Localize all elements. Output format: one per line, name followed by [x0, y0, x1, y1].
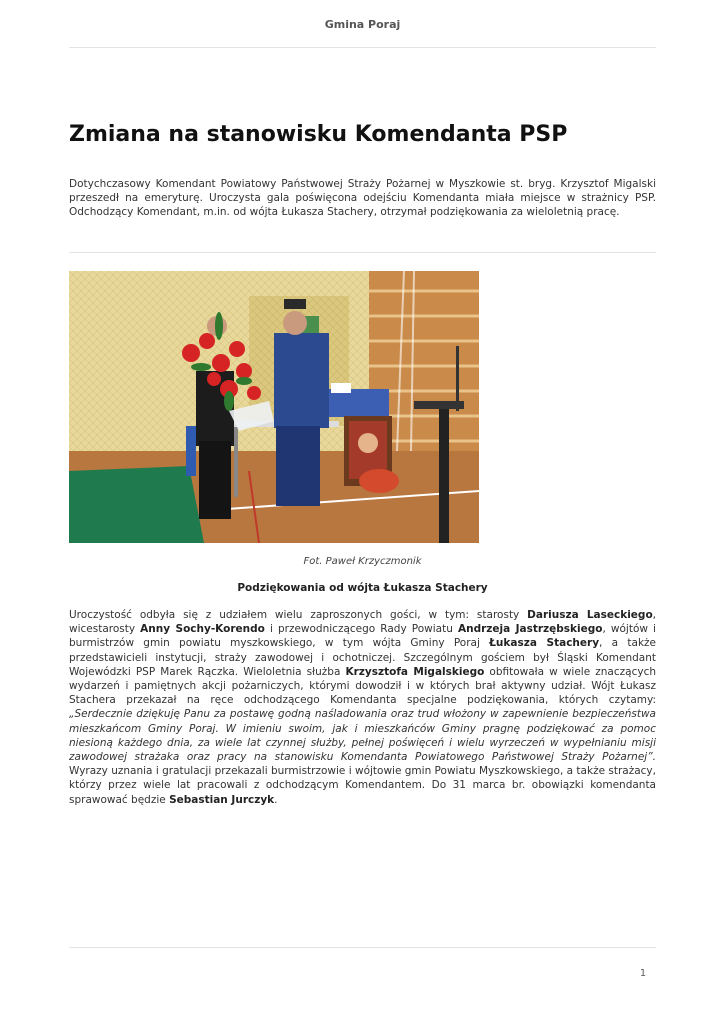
- section-heading: Podziękowania od wójta Łukasza Stachery: [237, 582, 488, 594]
- body-text: .: [274, 793, 278, 806]
- page-number: 1: [639, 968, 646, 979]
- body-text: , a także przedstawicieli instytucji, straży zawodowej i ochotniczej. Szczególnym gościem był Śląski Komendant Wojewódzki PSP Marek Rączka. Wieloletnia służba: [69, 637, 656, 678]
- article-photo: [69, 271, 479, 543]
- person-name: Andrzeja Jastrzębskiego: [457, 623, 603, 636]
- thank-you-quote: „Serdecznie dziękuję Panu za postawę godną naśladowania oraz trud włożony w zapewnienie bezpieczeństwa mieszkańcom Gminy Poraj. W imieniu swoim, jak i mieszkańców Gminy pragnę podziękować za pomoc niesioną każdego dnia, za wiele lat czynnej służby, pełnej poświęceń i wielu wyrzeczeń w wypełnianiu misji zawodowej strażaka oraz pracy na stanowisku Komendanta Powiatowego Państwowej Straży Pożarnej”.: [69, 708, 656, 764]
- body-text: Uroczystość odbyła się z udziałem wielu zaproszonych gości, w tym: starosty: [69, 609, 528, 621]
- body-text: , wójtów i burmistrzów gmin powiatu myszkowskiego, w tym wójta Gminy Poraj: [69, 623, 656, 650]
- person-name: Sebastian Jurczyk: [169, 793, 275, 806]
- footer-divider: [69, 947, 656, 948]
- intro-divider: [69, 252, 656, 253]
- person-name: Anny Sochy-Korendo: [140, 623, 265, 636]
- photo-caption: Fot. Paweł Krzyczmonik: [303, 556, 422, 567]
- person-name: Krzysztofa Migalskiego: [345, 665, 485, 678]
- person-name: Dariusza Laseckiego: [527, 609, 653, 621]
- body-text: , wicestarosty: [69, 609, 656, 636]
- page-title: Zmiana na stanowisku Komendanta PSP: [69, 122, 568, 147]
- body-text: Wyrazy uznania i gratulacji przekazali burmistrzowie i wójtowie gmin Powiatu Myszkowskiego, a także strażacy, którzy przez wiele lat pracowali z odchodzącym Komendantem. Do 31 marca br. obowiązki komendanta sprawować będzie: [69, 765, 656, 806]
- article-intro: Dotychczasowy Komendant Powiatowy Państwowej Straży Pożarnej w Myszkowie st. bryg. Krzysztof Migalski przeszedł na emeryturę. Uroczysta gala poświęcona odejściu Komendanta miała miejsce w strażnicy PSP. Odchodzący Komendant, m.in. od wójta Łukasza Stachery, otrzymał podziękowania za wieloletnią pracę.: [69, 178, 656, 218]
- person-name: Łukasza Stachery: [489, 637, 600, 650]
- body-text: i przewodniczącego Rady Powiatu: [264, 623, 458, 636]
- body-text: obfitowała w wiele znaczących wydarzeń i pamiętnych akcji pożarniczych, którymi dowodził i w których brał aktywny udział. Wójt Łukasz Stachera przekazał na ręce odchodzącego Komendanta specjalne podziękowania, których czytamy:: [69, 665, 656, 707]
- site-title: Gmina Poraj: [324, 18, 401, 31]
- header-divider: [69, 47, 656, 48]
- article-body: [69, 608, 656, 807]
